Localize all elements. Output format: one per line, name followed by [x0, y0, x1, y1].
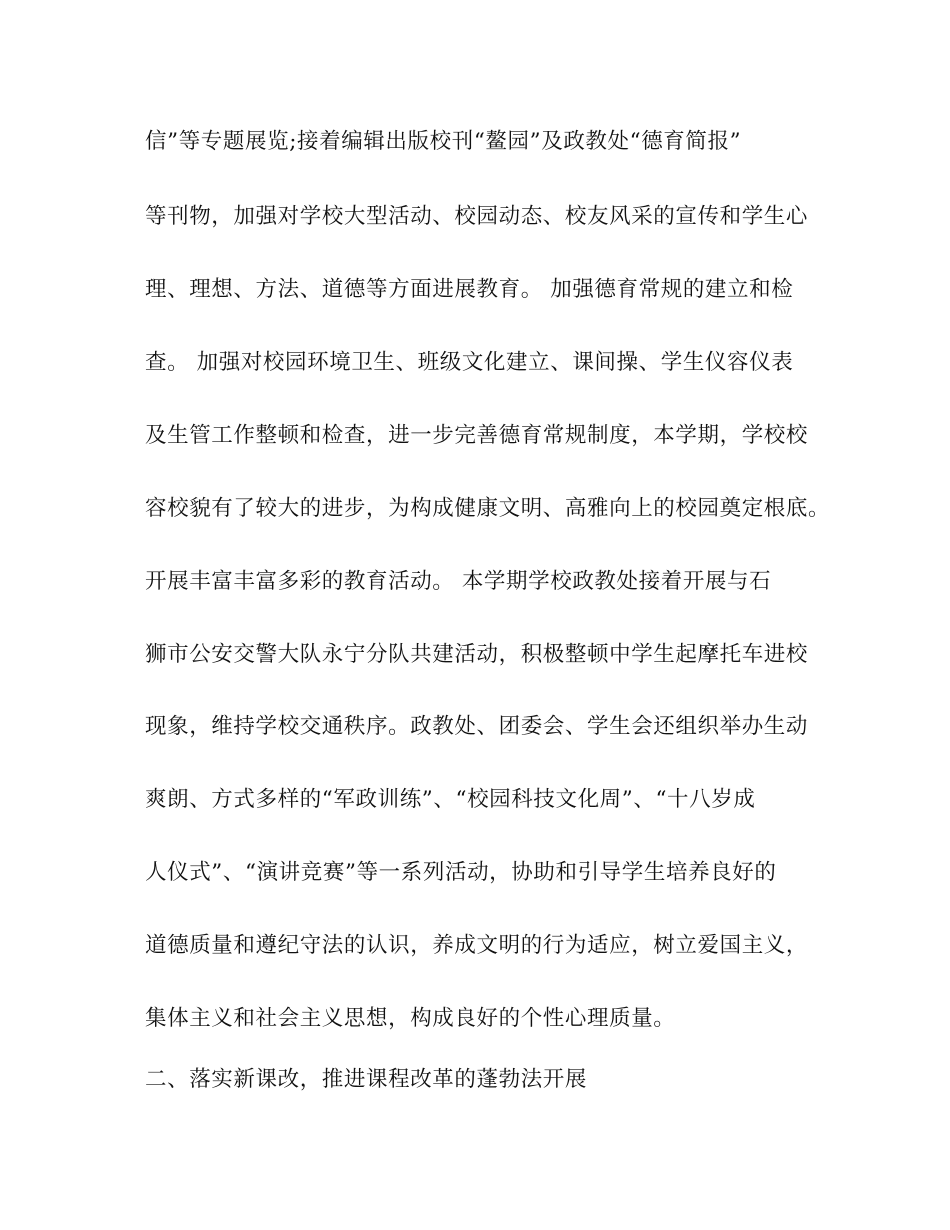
- text-line: 等刊物，加强对学校大型活动、校园动态、校友风采的宣传和学生心: [145, 204, 809, 229]
- text-line: 查。 加强对校园环境卫生、班级文化建立、课间操、学生仪容仪表: [145, 350, 794, 375]
- text-line: 道德质量和遵纪守法的认识，养成文明的行为适应，树立爱国主义，: [145, 933, 809, 958]
- text-line: 容校貌有了较大的进步，为构成健康文明、高雅向上的校园奠定根底。: [145, 496, 831, 521]
- text-line: 人仪式”、“演讲竞赛”等一系列活动，协助和引导学生培养良好的: [145, 860, 777, 885]
- text-line: 现象，维持学校交通秩序。政教处、团委会、学生会还组织举办生动: [145, 714, 809, 739]
- text-line: 开展丰富丰富多彩的教育活动。 本学期学校政教处接着开展与石: [145, 569, 772, 594]
- section-heading: 二、落实新课改，推进课程改革的蓬勃法开展: [145, 1067, 588, 1092]
- text-line: 及生管工作整顿和检查，进一步完善德育常规制度，本学期，学校校: [145, 423, 809, 448]
- text-line: 信”等专题展览;接着编辑出版校刊“鳌园”及政教处“德育简报”: [145, 129, 742, 154]
- text-line: 集体主义和社会主义思想，构成良好的个性心理质量。: [145, 1006, 676, 1031]
- text-line: 爽朗、方式多样的“军政训练”、“校园科技文化周”、“十八岁成: [145, 787, 756, 812]
- text-line: 狮市公安交警大队永宁分队共建活动，积极整顿中学生起摩托车进校: [145, 642, 809, 667]
- text-line: 理、理想、方法、道德等方面进展教育。 加强德育常规的建立和检: [145, 277, 794, 302]
